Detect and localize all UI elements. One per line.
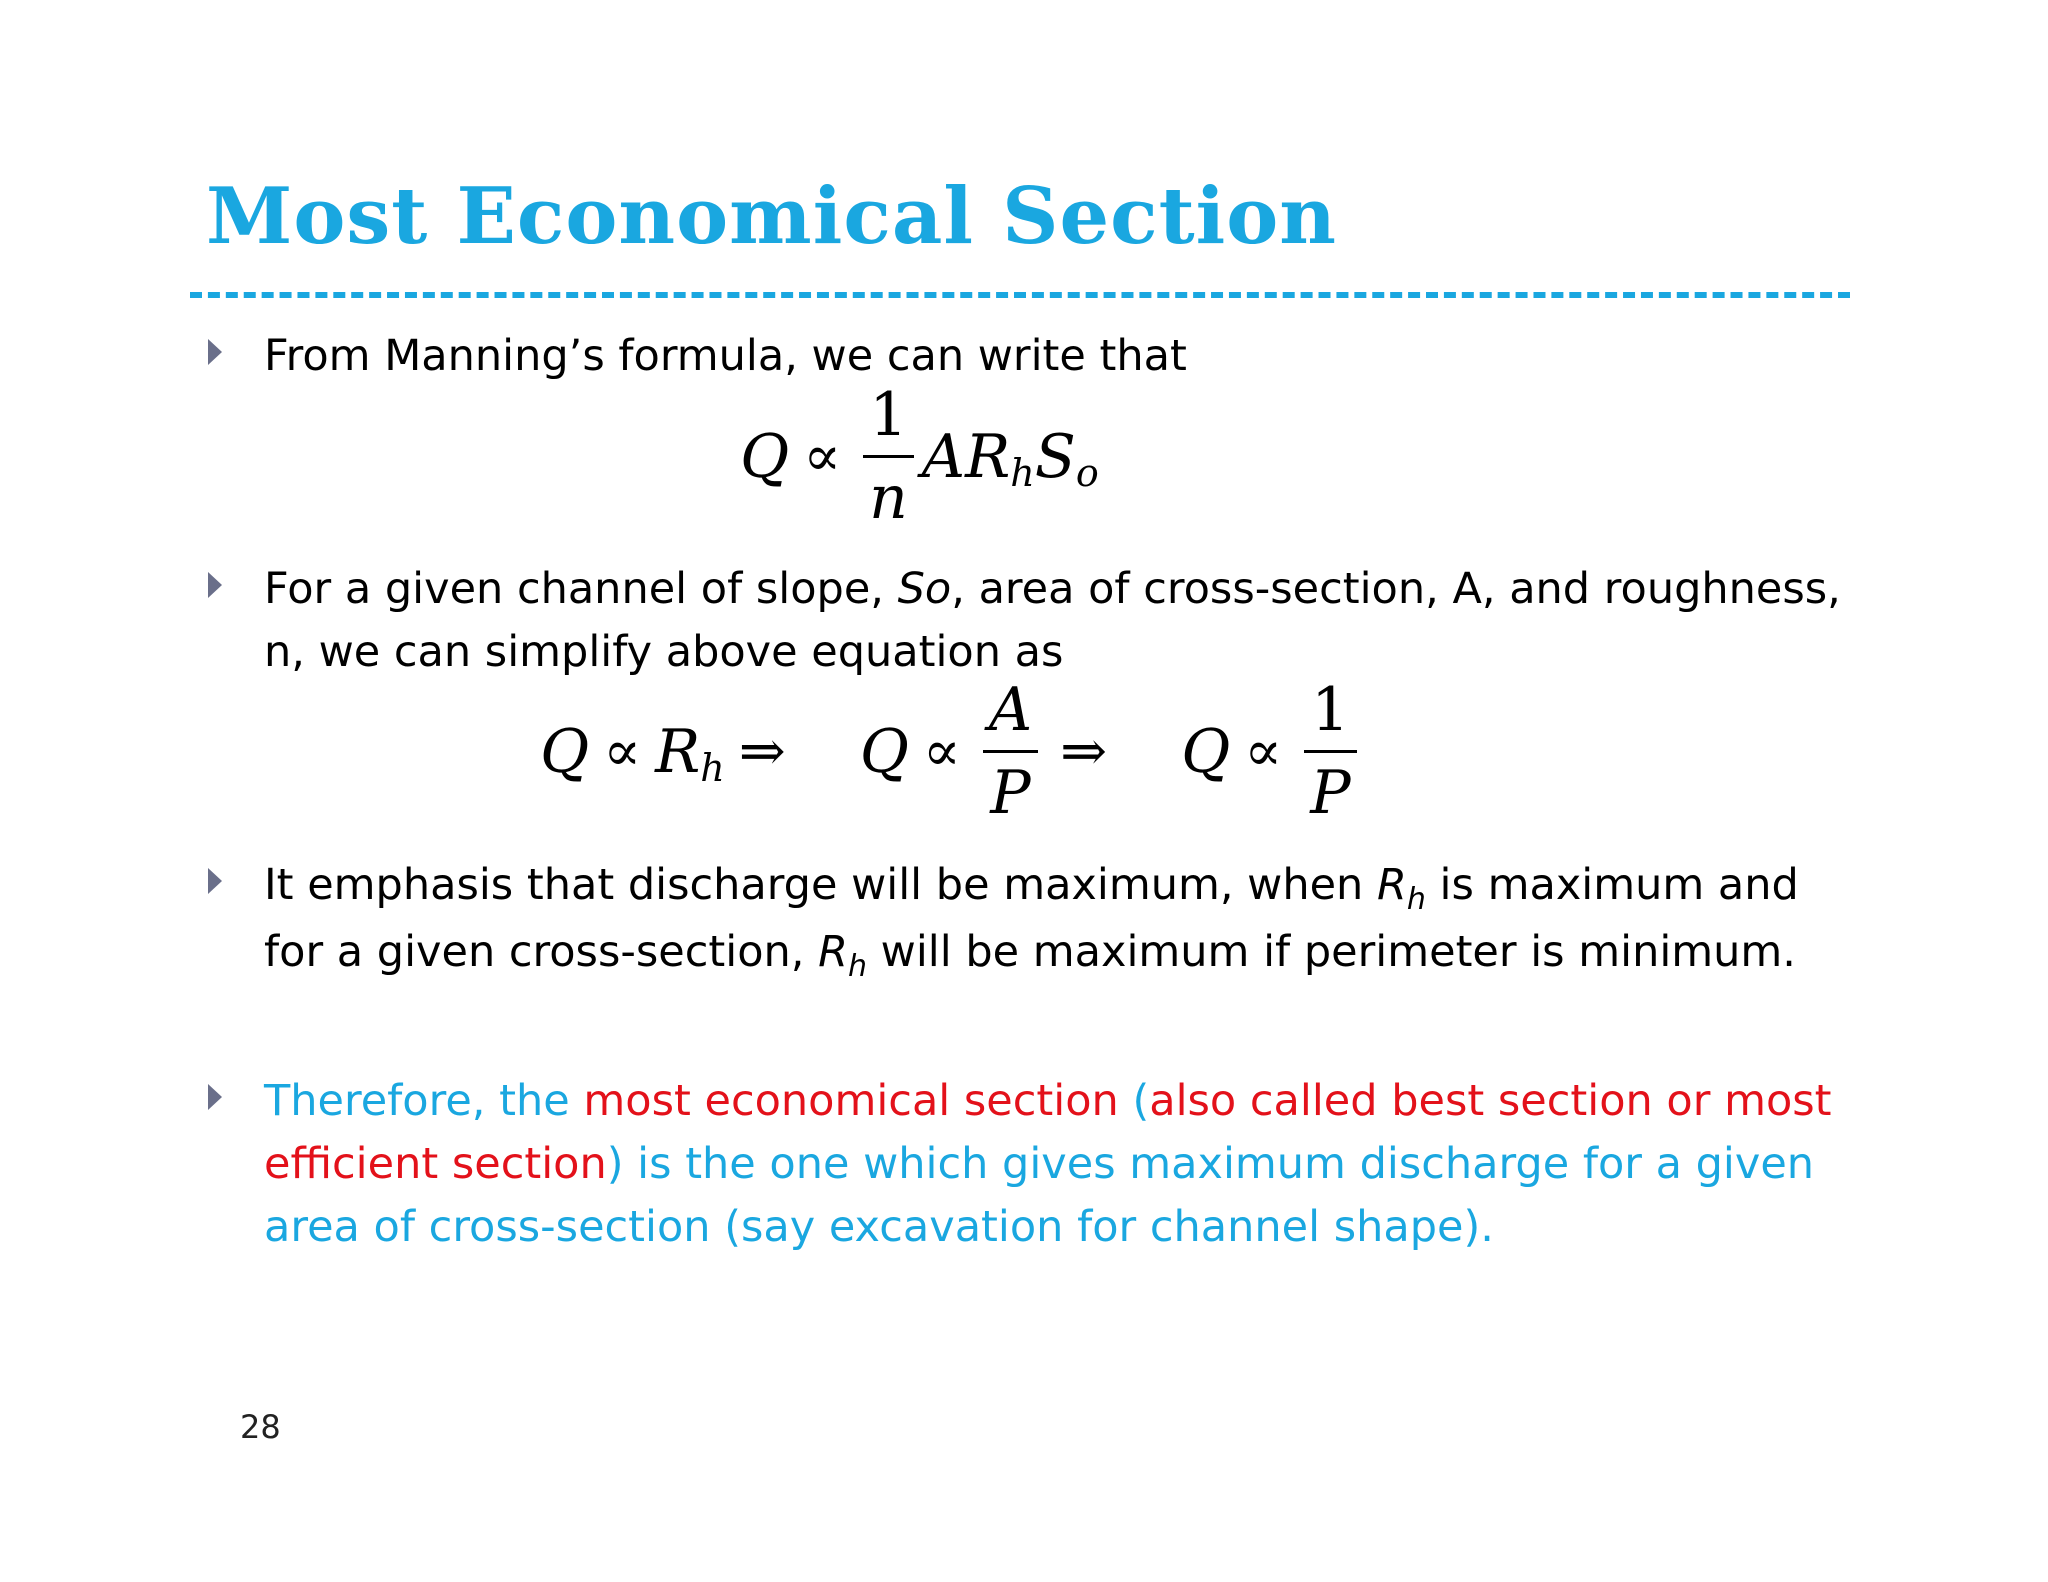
eq-symbol: Q xyxy=(859,716,909,787)
eq-denominator: n xyxy=(869,463,908,533)
eq-symbol: ⇒ xyxy=(1060,719,1108,784)
eq-symbol: Q xyxy=(740,421,790,492)
eq-symbol: A xyxy=(921,421,966,492)
bullet-text xyxy=(264,558,1864,684)
eq-subscript: h xyxy=(1010,450,1035,495)
eq-fraction xyxy=(983,675,1038,828)
bullet-given-channel xyxy=(204,558,1864,684)
bullet-triangle-icon xyxy=(208,868,222,894)
equation-simplified-chain xyxy=(540,675,1365,828)
bullet-text-run: is maximum and for a given cross-section, xyxy=(264,860,1799,977)
eq-symbol: ∝ xyxy=(922,719,961,784)
eq-numerator: 1 xyxy=(1311,675,1350,745)
bullet-text-run: It emphasis that discharge will be maximum, when xyxy=(264,860,1377,910)
bullet-text xyxy=(264,1070,1864,1259)
eq-fraction xyxy=(1304,675,1356,828)
bullet-text-run: also called best section or most efficient section xyxy=(264,1076,1832,1189)
eq-subscript: o xyxy=(1075,450,1099,495)
bullet-text-run: h xyxy=(1406,882,1426,917)
bullet-manning xyxy=(204,325,1864,388)
page-number: 28 xyxy=(240,1408,281,1446)
bullet-triangle-icon xyxy=(208,339,222,365)
eq-symbol: S xyxy=(1034,421,1076,492)
eq-fraction-bar xyxy=(983,750,1038,753)
bullet-definition xyxy=(204,1070,1864,1259)
eq-symbol: ∝ xyxy=(603,719,642,784)
eq-fraction xyxy=(863,380,914,533)
eq-numerator: 1 xyxy=(869,380,908,450)
slide-title: Most Economical Section xyxy=(206,171,1337,262)
bullet-text-run: So xyxy=(897,564,952,614)
eq-fraction-bar xyxy=(863,455,914,458)
bullet-text-run: most economical section xyxy=(583,1076,1119,1126)
eq-denominator: P xyxy=(1310,758,1351,828)
bullet-text xyxy=(264,854,1864,988)
eq-fraction-bar xyxy=(1304,750,1356,753)
bullet-triangle-icon xyxy=(208,1084,222,1110)
bullet-text-run: For a given channel of slope, xyxy=(264,564,898,614)
bullet-text-run: R xyxy=(818,927,848,977)
bullet-text-run: ( xyxy=(1118,1076,1150,1126)
bullet-text-run: Therefore, the xyxy=(264,1076,584,1126)
bullet-triangle-icon xyxy=(208,572,222,598)
bullet-text-run: h xyxy=(847,949,867,984)
eq-numerator: A xyxy=(988,675,1033,745)
eq-symbol: ∝ xyxy=(803,424,842,489)
eq-denominator: P xyxy=(990,758,1031,828)
eq-symbol: R xyxy=(965,421,1011,492)
bullet-text-run: R xyxy=(1376,860,1407,910)
title-divider xyxy=(190,292,1850,298)
bullet-discharge-maximum xyxy=(204,854,1864,988)
bullet-text: From Manning’s formula, we can write that xyxy=(264,331,1187,381)
bullet-text-run: , area of cross-section, A, and roughness, n, we can simplify above equation as xyxy=(264,564,1841,677)
eq-symbol: Q xyxy=(540,716,590,787)
eq-subscript: h xyxy=(700,745,725,790)
bullet-text-run: will be maximum if perimeter is minimum. xyxy=(867,927,1796,977)
bullet-text-run: ) is the one which gives maximum discharge for a given area of cross-section (say excavation for channel shape). xyxy=(264,1139,1815,1252)
eq-symbol: R xyxy=(655,716,701,787)
eq-symbol: Q xyxy=(1181,716,1231,787)
eq-symbol: ∝ xyxy=(1244,719,1283,784)
equation-manning-proportionality xyxy=(740,380,1099,533)
eq-symbol: ⇒ xyxy=(738,719,786,784)
